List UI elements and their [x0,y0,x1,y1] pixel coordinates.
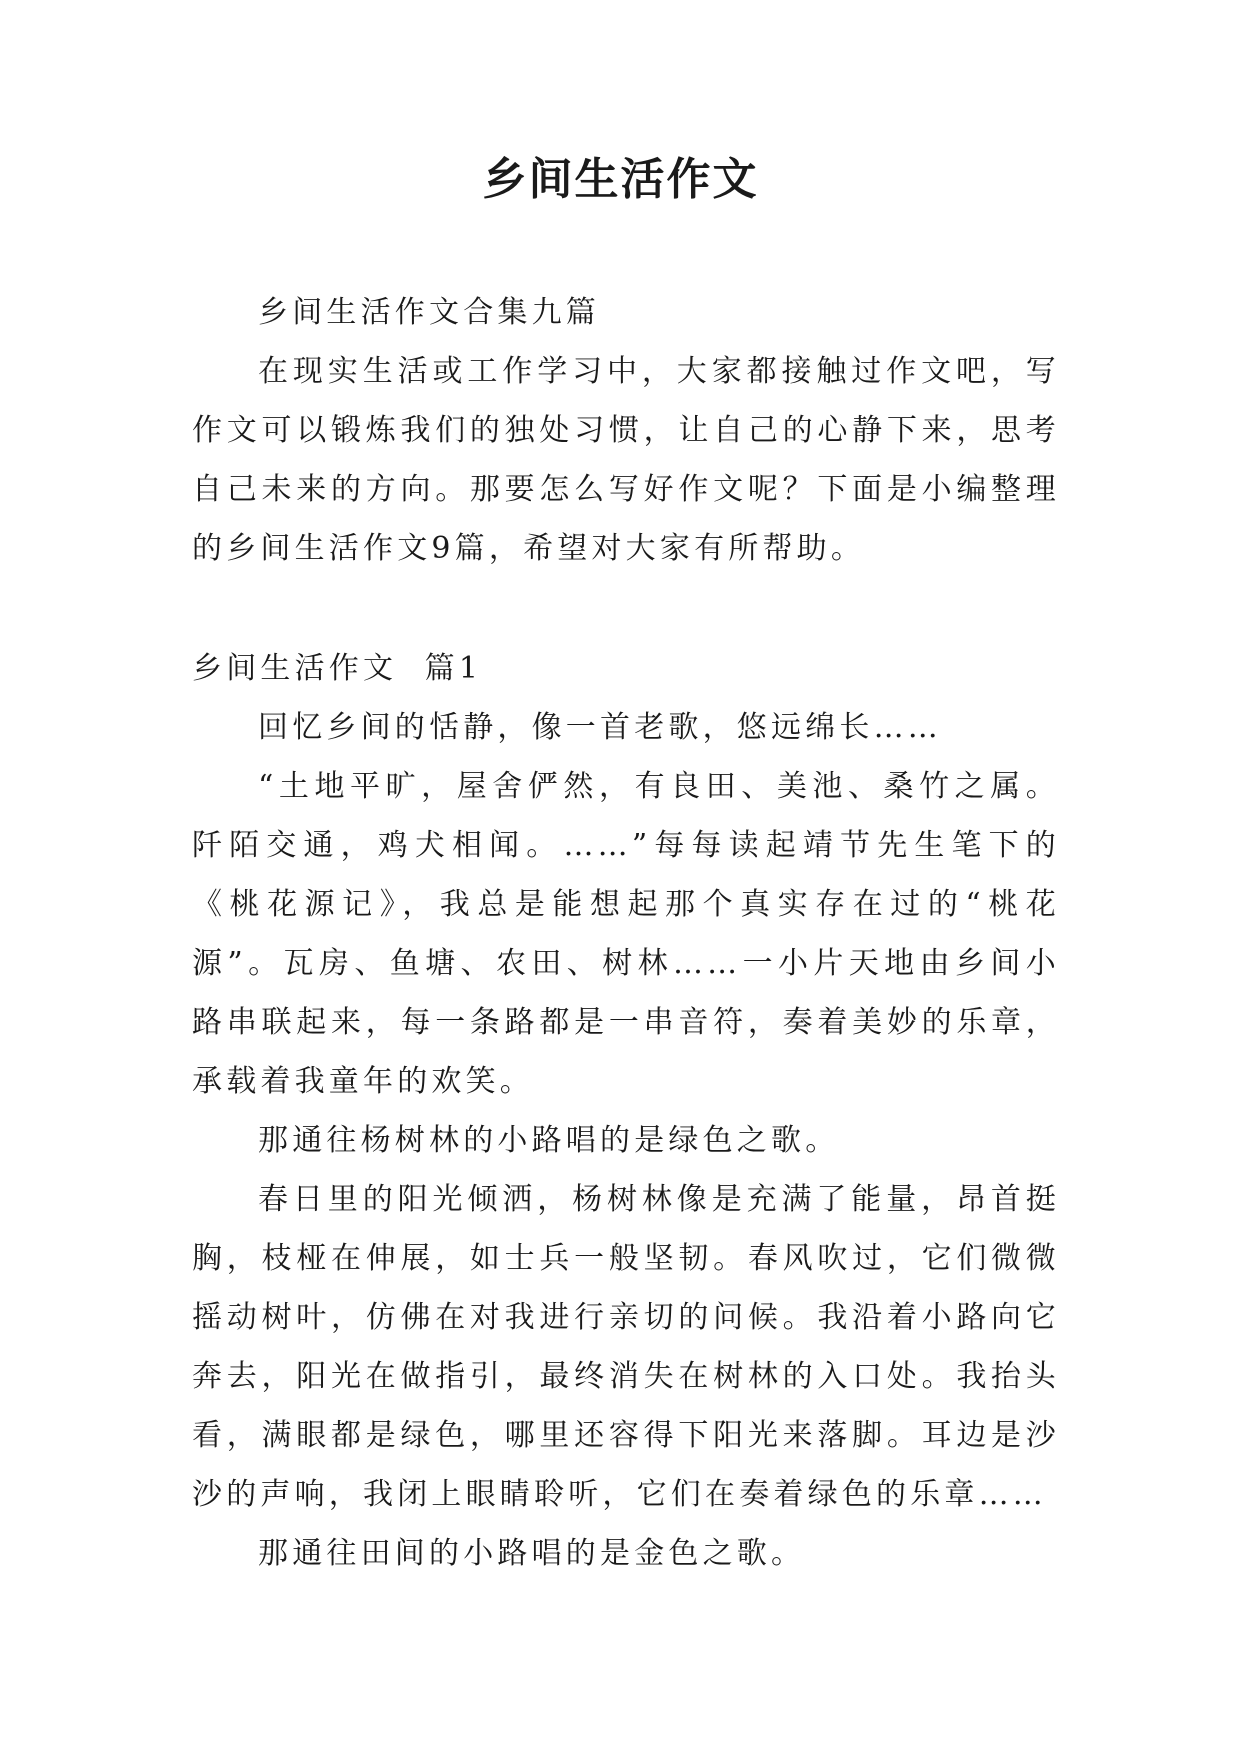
body-paragraph: “土地平旷，屋舍俨然，有良田、美池、桑竹之属。阡陌交通，鸡犬相闻。……”每每读起靖节先生笔下的《桃花源记》，我总是能想起那个真实存在过的“桃花源”。瓦房、鱼塘、农田、树林……一小片天地由乡间小路串联起来，每一条路都是一串音符，奏着美妙的乐章，承载着我童年的欢笑。 [192,769,1060,1099]
page-title: 乡间生活作文 [482,154,759,205]
section-heading: 乡间生活作文 篇1 [192,651,483,686]
body-paragraph: 春日里的阳光倾洒，杨树林像是充满了能量，昂首挺胸，枝桠在伸展，如士兵一般坚韧。春风吹过，它们微微摇动树叶，仿佛在对我进行亲切的问候。我沿着小路向它奔去，阳光在做指引，最终消失在树林的入口处。我抬头看，满眼都是绿色，哪里还容得下阳光来落脚。耳边是沙沙的声响，我闭上眼睛聆听，它们在奏着绿色的乐章…… [192,1182,1060,1512]
body-paragraph: 那通往杨树林的小路唱的是绿色之歌。 [258,1123,840,1158]
body-paragraph: 那通往田间的小路唱的是金色之歌。 [258,1536,806,1571]
intro-paragraph: 在现实生活或工作学习中，大家都接触过作文吧，写作文可以锻炼我们的独处习惯，让自己的心静下来，思考自己未来的方向。那要怎么写好作文呢？下面是小编整理的乡间生活作文9篇，希望对大家有所帮助。 [192,354,1060,566]
body-paragraph: 回忆乡间的恬静，像一首老歌，悠远绵长…… [258,710,942,745]
document-body [192,283,1060,1583]
collection-subtitle: 乡间生活作文合集九篇 [258,295,600,330]
